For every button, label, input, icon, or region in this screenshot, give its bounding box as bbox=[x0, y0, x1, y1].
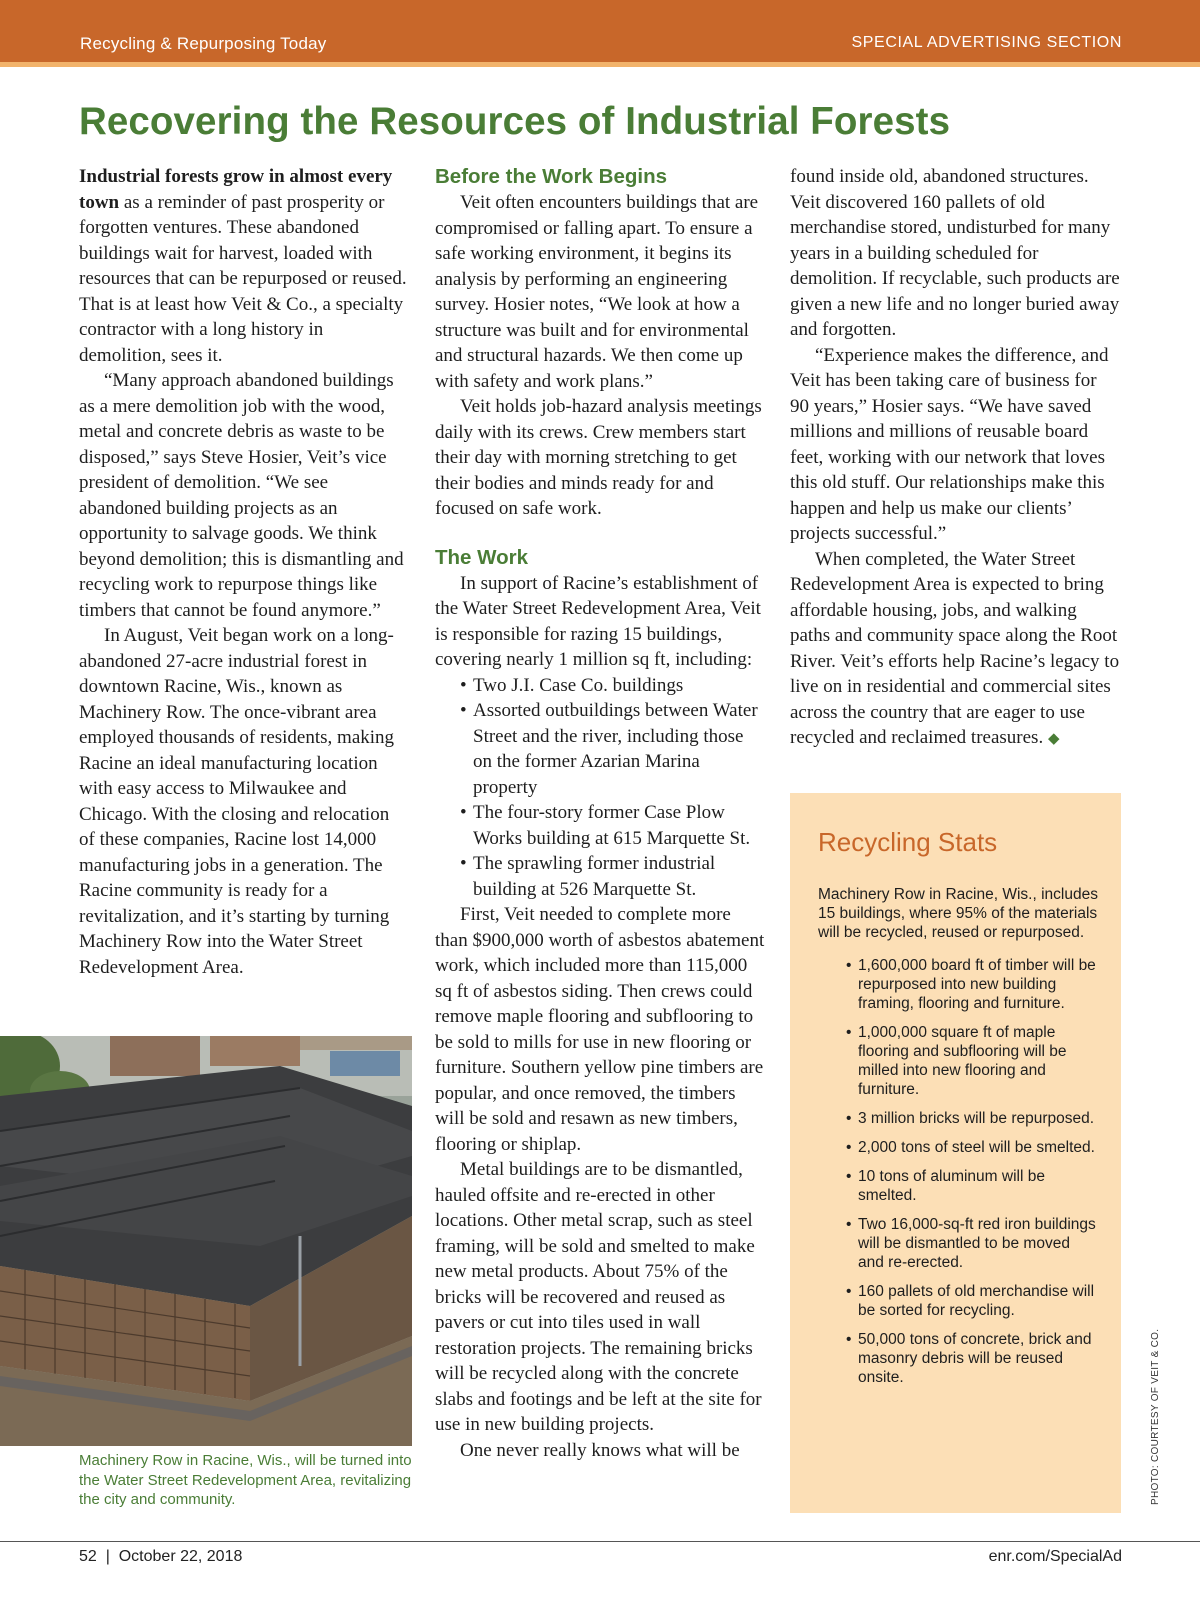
subhead-before-the-work-begins: Before the Work Begins bbox=[435, 165, 667, 188]
list-item: • Assorted outbuildings between Water Street and the river, including those on the former Azarian Marina property bbox=[460, 698, 765, 800]
stats-title: Recycling Stats bbox=[818, 827, 998, 857]
stats-intro: Machinery Row in Racine, Wis., includes 15 buildings, where 95% of the materials will be recycled, reused or repurposed. bbox=[818, 886, 1098, 941]
paragraph: First, Veit needed to complete more than $900,000 worth of asbestos abatement work, which included more than 115,000 sq ft of asbestos siding. Then crews could remove maple flooring and subflooring to be sold to mills for use in new flooring or furniture. Southern yellow pine timbers are popular, and once removed, the timbers will be sold and resawn as new timbers, flooring or shiplap. bbox=[435, 904, 765, 1155]
buildings-list bbox=[435, 673, 765, 903]
header-accent-stripe bbox=[0, 62, 1200, 67]
photo-credit-text: PHOTO: COURTESY OF VEIT & CO. bbox=[1150, 1328, 1161, 1505]
footer-divider bbox=[0, 1541, 1200, 1542]
footer-url: enr.com/SpecialAd bbox=[988, 1548, 1122, 1565]
paragraph bbox=[790, 547, 1120, 753]
page-number-date: 52 | October 22, 2018 bbox=[79, 1548, 243, 1565]
stats-item: • 160 pallets of old merchandise will be sorted for recycling. bbox=[846, 1282, 1098, 1320]
paragraph: In support of Racine’s establishment of the Water Street Redevelopment Area, Veit is responsible for razing 15 buildings, covering nearly 1 million sq ft, including: bbox=[435, 572, 761, 670]
paragraph: “Experience makes the difference, and Veit has been taking care of business for 90 years,” Hosier says. “We have saved millions and millions of reusable board feet, working with our network that loves this old stuff. Our relationships make this happen and help us make our clients’ projects successful.” bbox=[790, 344, 1109, 544]
article-column-1 bbox=[79, 164, 409, 980]
stats-item: • 2,000 tons of steel will be smelted. bbox=[846, 1138, 1098, 1157]
list-item: • The sprawling former industrial building at 526 Marquette St. bbox=[460, 851, 765, 902]
paragraph: found inside old, abandoned structures. Veit discovered 160 pallets of old merchandise stored, undisturbed for many years in a building scheduled for demolition. If recyclable, such products are given a new life and no longer buried away and forgotten. bbox=[790, 166, 1120, 340]
recycling-stats-sidebar bbox=[790, 793, 1121, 1513]
stats-item: • 1,000,000 square ft of maple flooring and subflooring will be milled into new flooring and furniture. bbox=[846, 1023, 1098, 1099]
article-headline: Recovering the Resources of Industrial Forests bbox=[79, 100, 951, 143]
lead-bold-text: Industrial forests grow in almost every town bbox=[79, 166, 393, 213]
paragraph: In August, Veit began work on a long-abandoned 27-acre industrial forest in downtown Racine, Wis., known as Machinery Row. The once-vibrant area employed thousands of residents, making Racine an ideal manufacturing location with easy access to Milwaukee and Chicago. With the closing and relocation of these companies, Racine lost 14,000 manufacturing jobs in a generation. The Racine community is ready for a revitalization, and it’s starting by turning Machinery Row into the Water Street Redevelopment Area. bbox=[79, 625, 395, 978]
paragraph: Veit holds job-hazard analysis meetings daily with its crews. Crew members start their day with morning stretching to get their bodies and minds ready for and focused on safe work. bbox=[435, 396, 762, 519]
section-label: SPECIAL ADVERTISING SECTION bbox=[851, 34, 1122, 51]
stats-item: • 3 million bricks will be repurposed. bbox=[846, 1109, 1098, 1128]
paragraph: Veit often encounters buildings that are compromised or falling apart. To ensure a safe working environment, it begins its analysis by performing an engineering survey. Hosier notes, “We look at how a structure was built and for environmental and structural hazards. We then come up with safety and work plans.” bbox=[435, 192, 759, 392]
list-item: • The four-story former Case Plow Works building at 615 Marquette St. bbox=[460, 800, 765, 851]
stats-item: • 1,600,000 board ft of timber will be repurposed into new building framing, flooring and furniture. bbox=[846, 956, 1098, 1013]
stats-item: • Two 16,000-sq-ft red iron buildings will be dismantled to be moved and re-erected. bbox=[846, 1215, 1098, 1272]
stats-body bbox=[818, 885, 1098, 1397]
closing-paragraph-text: When completed, the Water Street Redevelopment Area is expected to bring affordable housing, jobs, and walking paths and community space along the Root River. Veit’s efforts help Racine’s legacy to live on in residential and commercial sites across the country that are eager to use recycled and reclaimed treasures. bbox=[790, 548, 1120, 748]
stats-item: • 10 tons of aluminum will be smelted. bbox=[846, 1167, 1098, 1205]
section-name: Recycling & Repurposing Today bbox=[80, 34, 327, 53]
aerial-photo-illustration bbox=[0, 1036, 412, 1446]
header-bar bbox=[0, 0, 1200, 62]
article-column-2 bbox=[435, 164, 765, 1463]
machinery-row-aerial-photo bbox=[0, 1036, 412, 1446]
stats-item: • 50,000 tons of concrete, brick and masonry debris will be reused onsite. bbox=[846, 1330, 1098, 1387]
paragraph: Metal buildings are to be dismantled, hauled offsite and re-erected in other locations. Other metal scrap, such as steel framing, will be sold and smelted to make new metal products. About 75% of the bricks will be recovered and reused as pavers or cut into tiles used in wall restoration projects. The remaining bricks will be recycled along with the concrete slabs and footings and be left at the site for use in new building projects. bbox=[435, 1159, 762, 1435]
lead-paragraph bbox=[79, 164, 409, 368]
article-column-3 bbox=[790, 164, 1120, 753]
paragraph: One never really knows what will be bbox=[460, 1439, 740, 1461]
lead-rest-text: as a reminder of past prosperity or forgotten ventures. These abandoned buildings wait for harvest, loaded with resources that can be repurposed or reused. That is at least how Veit & Co., a specialty contractor with a long history in demolition, sees it. bbox=[79, 191, 407, 366]
photo-caption: Machinery Row in Racine, Wis., will be turned into the Water Street Redevelopment Area, revitalizing the city and community. bbox=[79, 1452, 412, 1508]
list-item: • Two J.I. Case Co. buildings bbox=[460, 673, 765, 699]
subhead-the-work: The Work bbox=[435, 545, 529, 569]
end-mark-icon: ◆ bbox=[1047, 731, 1060, 747]
paragraph: “Many approach abandoned buildings as a mere demolition job with the wood, metal and concrete debris as waste to be disposed,” says Steve Hosier, Veit’s vice president of demolition. “We see abandoned building projects as an opportunity to salvage goods. We think beyond demolition; this is dismantling and recycling work to repurpose things like timbers that cannot be found anymore.” bbox=[79, 370, 404, 621]
photo-credit bbox=[1150, 1328, 1161, 1515]
stats-list bbox=[818, 956, 1098, 1387]
